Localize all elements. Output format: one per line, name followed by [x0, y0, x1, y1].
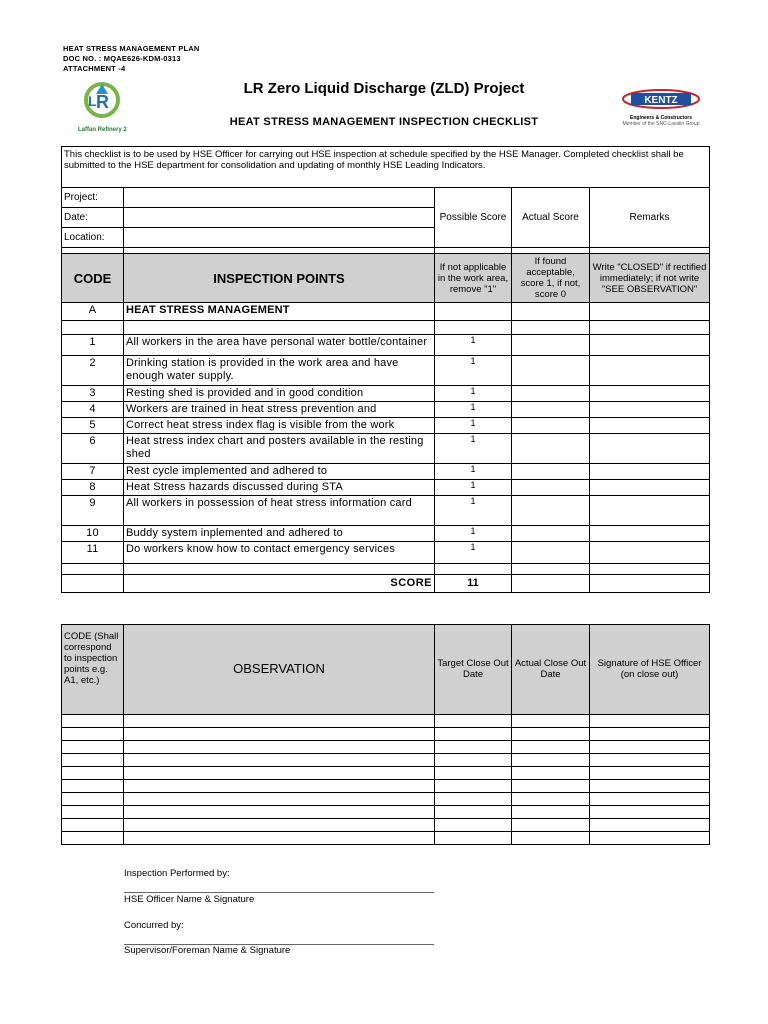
doc-header-block: [63, 44, 200, 74]
signature-header: Signature of HSE Officer (on close out): [590, 625, 710, 715]
item-remarks[interactable]: [590, 542, 710, 564]
item-text: All workers in possession of heat stress information card: [124, 496, 435, 526]
item-code: 8: [62, 480, 124, 496]
target-close-date-header: Target Close Out Date: [435, 625, 512, 715]
item-remarks[interactable]: [590, 356, 710, 386]
item-text: Buddy system inplemented and adhered to: [124, 526, 435, 542]
item-code: 5: [62, 418, 124, 434]
kentz-logo: [614, 88, 708, 134]
score-row: [62, 575, 710, 593]
table-row: [62, 402, 710, 418]
item-possible-score[interactable]: 1: [435, 464, 512, 480]
left-logo-text: Laffan Refinery 2: [78, 127, 127, 133]
actual-score-note: If found acceptable, score 1, if not, score 0: [512, 254, 590, 303]
plan-name: HEAT STRESS MANAGEMENT PLAN: [63, 44, 200, 53]
table-row: [62, 464, 710, 480]
remarks-header: Remarks: [590, 188, 710, 248]
item-code: 6: [62, 434, 124, 464]
possible-score-header: Possible Score: [435, 188, 512, 248]
section-code: A: [62, 303, 124, 321]
item-possible-score[interactable]: 1: [435, 402, 512, 418]
project-row: [62, 188, 710, 208]
item-actual-score[interactable]: [512, 335, 590, 356]
code-header: CODE: [62, 254, 124, 303]
item-code: 1: [62, 335, 124, 356]
checklist-table: [61, 146, 710, 593]
item-remarks[interactable]: [590, 464, 710, 480]
actual-score-header: Actual Score: [512, 188, 590, 248]
observation-row[interactable]: [62, 780, 710, 793]
item-possible-score[interactable]: 1: [435, 418, 512, 434]
table-row: [62, 542, 710, 564]
item-actual-score[interactable]: [512, 496, 590, 526]
right-logo-text: KENTZ: [644, 95, 678, 106]
item-possible-score[interactable]: 1: [435, 434, 512, 464]
item-text: Resting shed is provided and in good condition: [124, 386, 435, 402]
location-label: Location:: [62, 228, 124, 248]
item-text: Drinking station is provided in the work area and have enough water supply.: [124, 356, 435, 386]
kentz-emblem-icon: [621, 88, 701, 110]
item-code: 4: [62, 402, 124, 418]
section-row: [62, 303, 710, 321]
score-value: 11: [435, 575, 512, 593]
item-possible-score[interactable]: 1: [435, 480, 512, 496]
possible-score-note: If not applicable in the work area, remove "1": [435, 254, 512, 303]
date-label: Date:: [62, 208, 124, 228]
table-row: [62, 480, 710, 496]
attachment-number: ATTACHMENT -4: [63, 64, 126, 73]
item-text: Correct heat stress index flag is visible from the work: [124, 418, 435, 434]
item-actual-score[interactable]: [512, 386, 590, 402]
item-code: 7: [62, 464, 124, 480]
item-actual-score[interactable]: [512, 542, 590, 564]
project-input[interactable]: [124, 188, 435, 208]
item-actual-score[interactable]: [512, 464, 590, 480]
table-row: [62, 356, 710, 386]
item-text: Heat stress index chart and posters available in the resting shed: [124, 434, 435, 464]
observation-row[interactable]: [62, 819, 710, 832]
item-actual-score[interactable]: [512, 402, 590, 418]
item-text: Do workers know how to contact emergency services: [124, 542, 435, 564]
observation-row[interactable]: [62, 767, 710, 780]
supervisor-signature-label: Supervisor/Foreman Name & Signature: [124, 945, 291, 956]
item-code: 11: [62, 542, 124, 564]
item-actual-score[interactable]: [512, 434, 590, 464]
observation-table: [61, 624, 710, 845]
right-logo-member: Member of the SNC-Lavalin Group: [622, 121, 700, 127]
blank-row: [62, 564, 710, 575]
actual-close-date-header: Actual Close Out Date: [512, 625, 590, 715]
item-remarks[interactable]: [590, 418, 710, 434]
observation-row[interactable]: [62, 793, 710, 806]
observation-row[interactable]: [62, 741, 710, 754]
item-code: 3: [62, 386, 124, 402]
item-text: Heat Stress hazards discussed during STA: [124, 480, 435, 496]
table-row: [62, 418, 710, 434]
observation-row[interactable]: [62, 715, 710, 728]
intro-row: [62, 147, 710, 188]
item-remarks[interactable]: [590, 480, 710, 496]
date-input[interactable]: [124, 208, 435, 228]
item-possible-score[interactable]: 1: [435, 356, 512, 386]
officer-signature-line[interactable]: [124, 892, 434, 893]
table-row: [62, 434, 710, 464]
item-actual-score[interactable]: [512, 356, 590, 386]
inspection-points-header: INSPECTION POINTS: [124, 254, 435, 303]
item-actual-score[interactable]: [512, 526, 590, 542]
observation-row[interactable]: [62, 806, 710, 819]
item-code: 2: [62, 356, 124, 386]
item-remarks[interactable]: [590, 496, 710, 526]
observation-row[interactable]: [62, 832, 710, 845]
table-row: [62, 335, 710, 356]
observation-header-row: [62, 625, 710, 715]
checklist-title: HEAT STRESS MANAGEMENT INSPECTION CHECKLIST: [229, 116, 539, 128]
item-possible-score[interactable]: 1: [435, 542, 512, 564]
item-remarks[interactable]: [590, 526, 710, 542]
item-possible-score[interactable]: 1: [435, 496, 512, 526]
section-title: HEAT STRESS MANAGEMENT: [124, 303, 435, 321]
item-remarks[interactable]: [590, 434, 710, 464]
item-possible-score[interactable]: 1: [435, 335, 512, 356]
inspection-performed-label: Inspection Performed by:: [124, 868, 230, 879]
intro-text: This checklist is to be used by HSE Officer for carrying out HSE inspection at schedule specified by the HSE Manager. Completed checklist shall be submitted to the HSE department for consolidation and updating of monthly HSE Leading Indicators.: [62, 147, 710, 188]
column-header-row: [62, 254, 710, 303]
remarks-note: Write "CLOSED" if rectified immediately; if not write "SEE OBSERVATION": [590, 254, 710, 303]
svg-text:R: R: [96, 92, 109, 112]
project-label: Project:: [62, 188, 124, 208]
concurred-by-label: Concurred by:: [124, 920, 184, 931]
observation-header: OBSERVATION: [124, 625, 435, 715]
item-code: 9: [62, 496, 124, 526]
location-input[interactable]: [124, 228, 435, 248]
observation-code-header: CODE (Shall correspond to inspection points e.g. A1, etc.): [62, 625, 124, 715]
blank-row: [62, 321, 710, 335]
observation-row[interactable]: [62, 754, 710, 767]
table-row: [62, 496, 710, 526]
item-possible-score[interactable]: 1: [435, 386, 512, 402]
doc-number: DOC NO. : MQAE626-KDM-0313: [63, 54, 181, 63]
right-logo-tag: Engineers & Constructors: [630, 115, 692, 121]
item-remarks[interactable]: [590, 402, 710, 418]
observation-row[interactable]: [62, 728, 710, 741]
item-code: 10: [62, 526, 124, 542]
item-actual-score[interactable]: [512, 480, 590, 496]
item-possible-score[interactable]: 1: [435, 526, 512, 542]
item-actual-score[interactable]: [512, 418, 590, 434]
table-row: [62, 386, 710, 402]
item-text: Workers are trained in heat stress prevention and: [124, 402, 435, 418]
svg-text:L: L: [88, 93, 97, 109]
item-text: All workers in the area have personal water bottle/container: [124, 335, 435, 356]
table-row: [62, 526, 710, 542]
project-title: LR Zero Liquid Discharge (ZLD) Project: [243, 80, 525, 97]
officer-signature-label: HSE Officer Name & Signature: [124, 894, 255, 905]
item-text: Rest cycle implemented and adhered to: [124, 464, 435, 480]
score-label: SCORE: [124, 575, 435, 593]
item-remarks[interactable]: [590, 335, 710, 356]
item-remarks[interactable]: [590, 386, 710, 402]
